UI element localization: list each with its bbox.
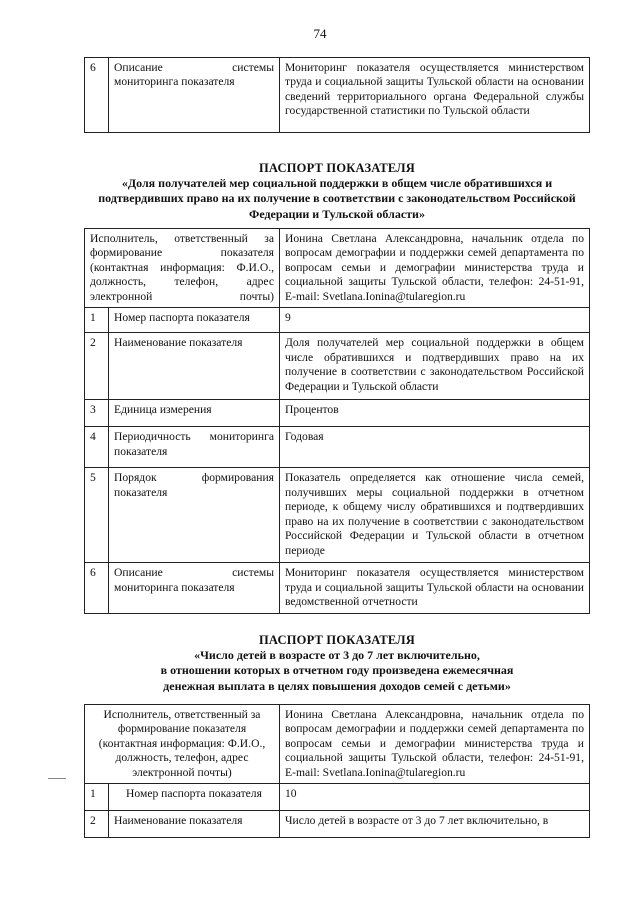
executor-label: Исполнитель, ответственный за формирование показателя (контактная информация: Ф.И.О., должность, телефон, адрес электронной почты) [85,229,280,308]
passport1-heading [85,160,589,222]
row-label: Номер паспорта показателя [109,784,280,811]
row-number: 4 [85,427,109,468]
row-value: Число детей в возрасте от 3 до 7 лет включительно, в [280,811,590,838]
row-label: Наименование показателя [109,811,280,838]
row-number: 5 [85,468,109,563]
executor-label: Исполнитель, ответственный за формирование показателя (контактная информация: Ф.И.О., должность, телефон, адрес электронной почты) [85,705,280,784]
row-value: Мониторинг показателя осуществляется министерством труда и социальной защиты Тульской области на основании ведомственной отчетности [280,563,590,613]
row-number: 1 [85,308,109,333]
row-label: Единица измерения [109,400,280,427]
passport2-table [84,704,590,838]
table-row [85,563,590,613]
passport1-subtitle-line: Федерации и Тульской области» [249,206,425,221]
table-row [85,784,590,811]
table-row [85,308,590,333]
row-value: Доля получателей мер социальной поддержки в общем числе обратившихся и подтвердивших право на их получение в соответствии с законодательством Российской Федерации и Тульской области [280,333,590,400]
passport2-heading [85,632,589,694]
row-label: Порядок формирования показателя [109,468,280,563]
table-row [85,333,590,400]
table-row [85,58,590,133]
table-row [85,400,590,427]
executor-value: Ионина Светлана Александровна, начальник отдела по вопросам демографии и поддержки семей департамента по вопросам семьи и демографии министерства труда и социальной защиты Тульской области, телефон: 24-51-91, E-mail: Svetlana.Ionina@tularegion.ru [280,705,590,784]
row-value: 9 [280,308,590,333]
passport1-table [84,228,590,614]
row-value: Мониторинг показателя осуществляется министерством труда и социальной защиты Тульской области на основании сведений территориального органа Федеральной службы государственной статистики по Тульской области [280,58,590,133]
passport2-title: ПАСПОРТ ПОКАЗАТЕЛЯ [258,633,416,647]
executor-row [85,705,590,784]
row-label: Номер паспорта показателя [109,308,280,333]
row-label: Наименование показателя [109,333,280,400]
row-value: Показатель определяется как отношение числа семей, получивших меры социальной поддержки в отчетном периоде, к общему числу обратившихся и подтвердивших право на их получение в соответствии с законодательством Российской Федерации и Тульской области в отчетном периоде [280,468,590,563]
row-value: Годовая [280,427,590,468]
executor-row [85,229,590,308]
row-number: 1 [85,784,109,811]
passport2-subtitle-line: денежная выплата в целях повышения доходов семей с детьми» [163,678,511,693]
executor-value: Ионина Светлана Александровна, начальник отдела по вопросам демографии и поддержки семей департамента по вопросам семьи и демографии министерства труда и социальной защиты Тульской области, телефон: 24-51-91, E-mail: Svetlana.Ionina@tularegion.ru [280,229,590,308]
row-number: 2 [85,333,109,400]
passport2-subtitle-line: «Число детей в возрасте от 3 до 7 лет включительно, [194,648,480,662]
row-number: 3 [85,400,109,427]
passport2-subtitle-line: в отношении которых в отчетном году произведена ежемесячная [160,663,514,678]
row-value: Процентов [280,400,590,427]
passport1-title: ПАСПОРТ ПОКАЗАТЕЛЯ [258,161,416,175]
table-row [85,427,590,468]
row-number: 6 [85,563,109,613]
top-table [84,57,590,133]
page-number: 74 [313,26,327,41]
passport1-subtitle-line: «Доля получателей мер социальной поддержки в общем числе обратившихся и [121,176,553,190]
row-label: Периодичность мониторинга показателя [109,427,280,468]
table-row [85,468,590,563]
row-label: Описание системы мониторинга показателя [109,58,280,133]
row-number: 2 [85,811,109,838]
row-label: Описание системы мониторинга показателя [109,563,280,613]
margin-mark [48,778,66,779]
passport1-subtitle-line: подтвердивших право на их получение в соответствии с законодательством Российской [98,191,576,206]
row-value: 10 [280,784,590,811]
table-row [85,811,590,838]
row-number: 6 [85,58,109,133]
